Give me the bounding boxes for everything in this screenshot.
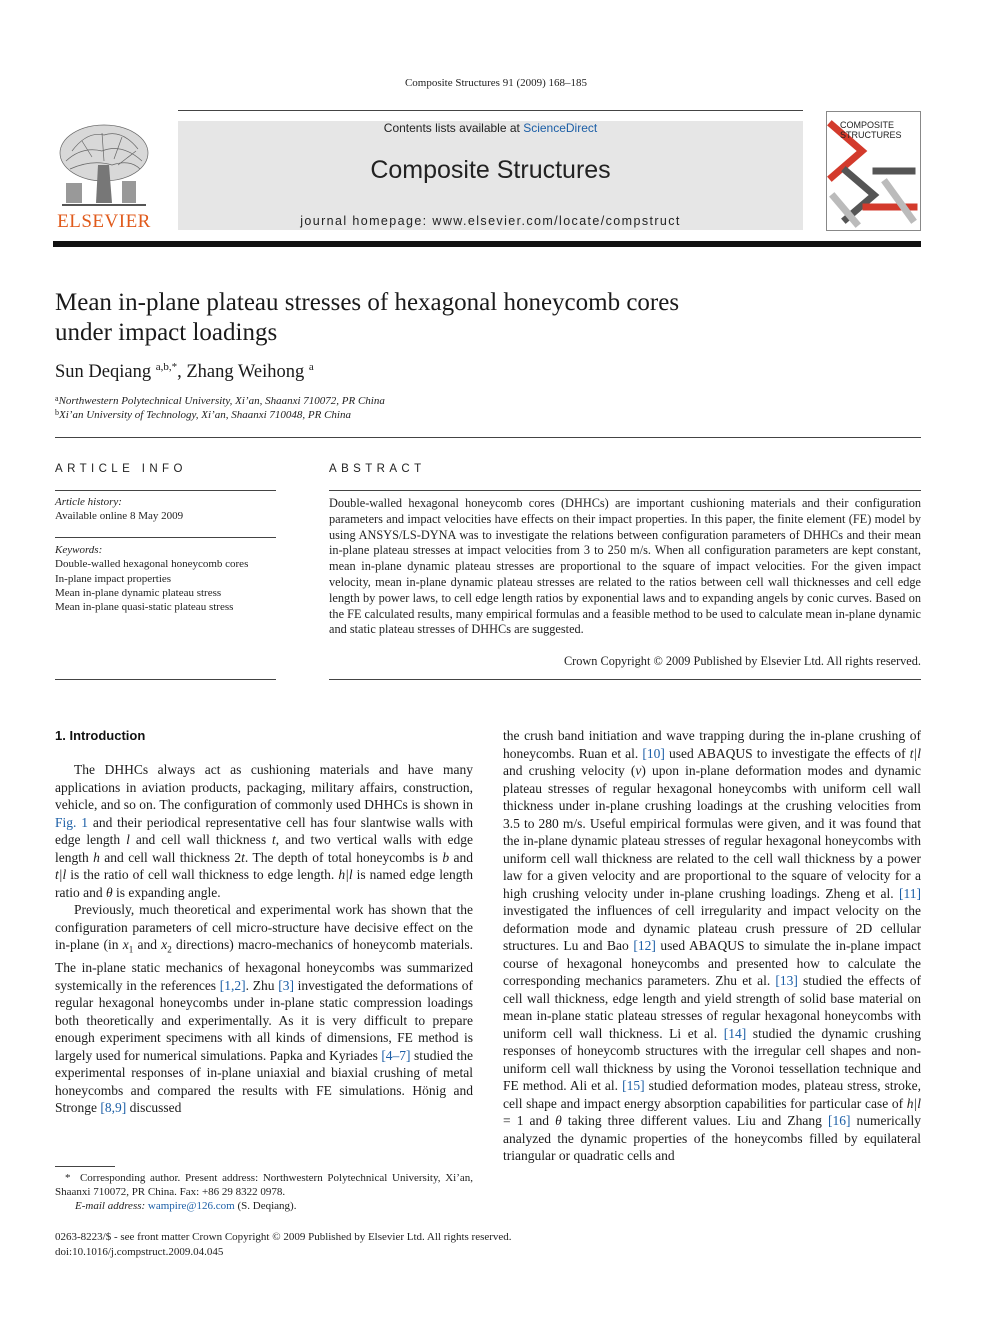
article-info-heading: ARTICLE INFO bbox=[55, 463, 187, 475]
text-run: v bbox=[635, 763, 642, 778]
reference-link[interactable]: [1,2] bbox=[219, 977, 246, 993]
reference-link[interactable]: [8,9] bbox=[100, 1100, 127, 1116]
journal-title: Composite Structures bbox=[370, 156, 611, 184]
contents-line bbox=[178, 121, 803, 135]
email-label: E-mail address: bbox=[75, 1200, 146, 1212]
text-run: and their periodical representative cell has four slantwise walls with edge length bbox=[55, 814, 474, 847]
text-run: studied deformation modes, plateau stress, stroke, cell shape and impact energy absorption capabilities for particular case of bbox=[503, 1078, 921, 1111]
abstract-bottom-rule bbox=[329, 679, 921, 680]
article-history bbox=[55, 495, 276, 524]
text-run: 1 bbox=[128, 944, 134, 955]
affiliation-a-mark: a bbox=[55, 394, 59, 403]
text-run: t bbox=[272, 832, 276, 847]
text-run: used ABAQUS to investigate the effects of bbox=[664, 745, 910, 761]
reference-link[interactable]: [12] bbox=[633, 938, 656, 953]
paragraph bbox=[55, 761, 473, 901]
text-run: l bbox=[126, 832, 130, 847]
header-rule bbox=[178, 110, 803, 111]
text-run: and bbox=[133, 937, 162, 952]
header-thick-rule bbox=[53, 241, 921, 247]
text-run: h|l bbox=[906, 1095, 921, 1111]
keywords-rule bbox=[55, 537, 276, 538]
text-run: t|l bbox=[909, 745, 921, 761]
text-run: Previously, much theoretical and experimental work has shown that the configuration parameters of cell micro-structure have decisive effect on the in-plane (in bbox=[55, 902, 473, 952]
right-column bbox=[503, 727, 921, 1165]
reference-link[interactable]: [10] bbox=[642, 745, 665, 761]
issn-line: 0263-8223/$ - see front matter Crown Copyright © 2009 Published by Elsevier Ltd. All rights reserved. bbox=[55, 1231, 512, 1243]
text-run: investigated the influences of cell irregularity and impact velocity on the deformation mode and dynamic plateau crush pressure of 2D cellular structures. Lu and Bao bbox=[503, 903, 921, 953]
article-title-line1: Mean in-plane plateau stresses of hexagonal honeycomb cores bbox=[55, 289, 680, 316]
text-run: x bbox=[122, 937, 129, 952]
reference-link[interactable]: [13] bbox=[775, 973, 798, 988]
text-run: = 1 and bbox=[503, 1113, 556, 1128]
affiliation-a bbox=[55, 394, 385, 407]
text-run: investigated the deformations of regular hexagonal honeycombs under in-plane static compression loadings both theoretically and experimentally. As it is very difficult to prepare enough experiment specimens with all kinds of dimensions, FE method is largely used for numerical simulations. Papka and Kyriades bbox=[55, 977, 473, 1063]
text-run: taking three different values. Liu and Zhang bbox=[561, 1113, 828, 1128]
text-run: t|l bbox=[55, 867, 67, 882]
reference-link[interactable]: [14] bbox=[723, 1025, 747, 1041]
footnote-rule bbox=[55, 1166, 115, 1167]
title-block-rule bbox=[55, 437, 921, 438]
author-list bbox=[55, 361, 314, 383]
text-run: b bbox=[442, 849, 450, 865]
journal-citation: Composite Structures 91 (2009) 168–185 bbox=[404, 77, 588, 89]
history-value: Available online 8 May 2009 bbox=[55, 510, 184, 523]
text-run: used ABAQUS to simulate the in-plane impact course of hexagonal honeycombs and presented how to calculate the corresponding mechanics parameters. Zhu et al. bbox=[503, 938, 921, 988]
section-heading-introduction: 1. Introduction bbox=[55, 728, 146, 743]
author-1[interactable]: Sun Deqiang bbox=[55, 362, 152, 382]
article-title-line2: under impact loadings bbox=[55, 319, 278, 346]
reference-link[interactable]: [3] bbox=[278, 977, 294, 993]
text-run: t bbox=[241, 849, 245, 865]
author-2-marks: a bbox=[308, 361, 314, 373]
reference-link[interactable]: [4–7] bbox=[381, 1047, 411, 1063]
text-run: directions) macro-mechanics of honeycomb materials. The in-plane static mechanics of hexagonal honeycombs was summarized systemically in the references bbox=[55, 937, 473, 993]
doi-line[interactable]: doi:10.1016/j.compstruct.2009.04.045 bbox=[55, 1245, 224, 1258]
cover-title: COMPOSITE STRUCTURES bbox=[840, 120, 902, 140]
affiliation-b-mark: b bbox=[55, 408, 59, 417]
text-run: , and two vertical walls with edge length bbox=[55, 832, 473, 865]
reference-link[interactable]: [15] bbox=[622, 1078, 645, 1093]
text-run: studied the dynamic crushing responses of honeycomb structures with the irregular cell shapes and non-uniform cell wall thickness by using the Voronoi tessellation technique and FE method. Ali et al. bbox=[503, 1025, 922, 1093]
left-column bbox=[55, 761, 473, 1117]
text-run: θ bbox=[105, 884, 113, 900]
affiliation-a-text: Northwestern Polytechnical University, Xi’an, Shaanxi 710072, PR China bbox=[58, 395, 385, 407]
email-suffix: (S. Deqiang). bbox=[237, 1200, 297, 1212]
text-run: θ bbox=[555, 1113, 562, 1128]
text-run: 2 bbox=[167, 944, 172, 955]
sciencedirect-link[interactable]: ScienceDirect bbox=[523, 121, 598, 135]
abstract-text: Double-walled hexagonal honeycomb cores (DHHCs) are important cushioning materials and their configuration parameters and impact velocities have effects on their impact properties. In this paper, the finite element (FE) model by using ANSYS/LS-DYNA was to investigate the relations between configuration parameters of DHHCs and their mean in-plane plateau stresses at impact velocities from 3 to 250 m/s. When all configuration parameters are kept constant, mean in-plane dynamic plateau stresses are proportional to the square of impact velocities. For the given impact velocity, mean in-plane dynamic plateau stresses are related to the ratios between cell wall thicknesses and cell edge length by power laws, to cell edge length ratios by exponential laws and to expanding angels by conic curves. Based on the FE calculated results, many empirical formulas and a feasible method to be used to calculate mean in-plane dynamic and static plateau stresses of DHHCs are suggested. bbox=[329, 496, 921, 637]
text-run: and cell wall thickness 2 bbox=[99, 849, 242, 865]
history-label: Article history: bbox=[55, 496, 122, 508]
text-run: is named edge length ratio and bbox=[55, 867, 474, 900]
text-run: The DHHCs always act as cushioning materials and have many applications in aviation products, packaging, military affairs, construction, vehicle, and so on. The configuration of commonly used DHHCs is shown in bbox=[55, 762, 473, 812]
keyword-item: Mean in-plane dynamic plateau stress bbox=[55, 586, 222, 599]
email-link[interactable]: wampire@126.com bbox=[147, 1200, 235, 1212]
corresponding-author-footnote bbox=[55, 1171, 473, 1213]
keywords-label: Keywords: bbox=[55, 544, 103, 556]
elsevier-wordmark: ELSEVIER bbox=[57, 211, 151, 232]
reference-link[interactable]: [16] bbox=[827, 1113, 851, 1128]
keyword-item: Double-walled hexagonal honeycomb cores bbox=[55, 558, 249, 571]
text-run: h|l bbox=[338, 867, 353, 882]
text-run: and crushing velocity ( bbox=[503, 763, 636, 778]
author-separator: , bbox=[177, 362, 187, 382]
footnote-star: * bbox=[65, 1172, 71, 1184]
text-run: numerically analyzed the dynamic properties of the honeycombs filled by equilateral triangular or quadratic cells and bbox=[503, 1113, 922, 1163]
text-run: x bbox=[161, 937, 168, 952]
abstract-heading: ABSTRACT bbox=[329, 463, 426, 475]
author-2[interactable]: Zhang Weihong bbox=[186, 362, 305, 382]
text-run: h bbox=[93, 849, 100, 865]
text-run: and cell wall thickness bbox=[129, 832, 273, 847]
text-run: and bbox=[449, 849, 473, 865]
text-run: . Zhu bbox=[245, 977, 279, 993]
affiliation-b bbox=[55, 408, 351, 421]
keyword-item: Mean in-plane quasi-static plateau stress bbox=[55, 601, 234, 614]
text-run: ) upon in-plane deformation modes and dynamic plateau stresses of regular hexagonal honeycombs with uniform cell wall thickness under in-plane crushing loadings at the crushing velocities from 3.5 to 280 m/s. Useful empirical formulas were given, and it was found that the in-plane dynamic plateau stresses of regular hexagonal honeycombs with uniform cell wall thickness are related to the cell wall thickness by a power law for a given velocity and are proportional to the square of velocity for a high crushing velocity under in-plane crushing loadings. Zheng et al. bbox=[503, 763, 922, 901]
paragraph bbox=[55, 901, 473, 1117]
front-matter-footer bbox=[55, 1230, 512, 1259]
text-run: is expanding angle. bbox=[112, 884, 221, 900]
footnote-text: Corresponding author. Present address: Northwestern Polytechnical University, Xi’an, Shaanxi 710072, PR China. Fax: +86 29 8322 0978. bbox=[55, 1172, 473, 1198]
abstract-rule bbox=[329, 490, 921, 491]
text-run: . The depth of total honeycombs is bbox=[244, 849, 443, 865]
article-info-bottom-rule bbox=[55, 679, 276, 680]
text-run: studied the effects of cell wall thickness, edge length and yield strength of solid base material on mean in-plane static plateau stresses of regular hexagonal honeycombs with uniform cell wall thickness. Li et al. bbox=[503, 973, 921, 1041]
paragraph bbox=[503, 727, 921, 1165]
text-run: studied the experimental responses of in-plane uniaxial and biaxial crushing of metal honeycombs and compared the results with FE simulations. Hönig and Stronge bbox=[55, 1047, 473, 1116]
text-run: discussed bbox=[126, 1100, 182, 1116]
keyword-item: In-plane impact properties bbox=[55, 572, 172, 585]
author-1-marks: a,b,* bbox=[155, 361, 178, 373]
text-run: is the ratio of cell wall thickness to edge length. bbox=[66, 867, 339, 882]
article-info-rule bbox=[55, 490, 276, 491]
article-title bbox=[55, 288, 875, 348]
keywords-block bbox=[55, 543, 295, 614]
journal-homepage[interactable]: journal homepage: www.elsevier.com/locate/compstruct bbox=[300, 214, 681, 228]
reference-link[interactable]: Fig. 1 bbox=[55, 814, 88, 830]
contents-prefix: Contents lists available at bbox=[383, 121, 524, 135]
text-run: the crush band initiation and wave trapping during the in-plane crushing of honeycombs. Ruan et al. bbox=[503, 728, 921, 761]
reference-link[interactable]: [11] bbox=[899, 885, 921, 901]
abstract-copyright: Crown Copyright © 2009 Published by Elsevier Ltd. All rights reserved. bbox=[563, 654, 921, 668]
affiliation-b-text: Xi’an University of Technology, Xi’an, Shaanxi 710048, PR China bbox=[59, 409, 351, 421]
